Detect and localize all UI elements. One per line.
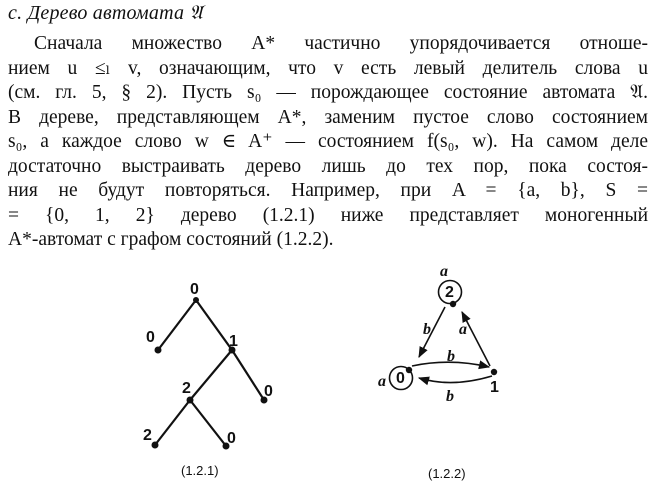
state-graph [378,263,499,481]
figure-caption: (1.2.2) [428,466,466,481]
tree-node [187,397,194,404]
tree-node-label: 2 [143,427,152,444]
state-node [406,367,412,373]
tree-edge [190,350,232,400]
edge-label: a [378,373,386,390]
tree-node-label: 0 [264,383,273,400]
paragraph-line: (см. гл. 5, § 2). Пусть s₀ — порождающее состояние автомата 𝔄. [8,82,648,103]
paragraph-line: нием u ≤ₗ v, означающим, что v есть левый делитель слова u [8,57,648,79]
paragraph-line: ния не будут повторяться. Например, при A = {a, b}, S = [8,180,648,201]
figure-caption: (1.2.1) [181,463,219,478]
edge-label: a [440,263,448,280]
tree-node [155,347,162,354]
tree-node-label: 2 [182,380,191,397]
state-node [450,301,456,307]
paragraph-line: = {0, 1, 2} дерево (1.2.1) ниже представляет моногенный [8,204,648,226]
edge-label: a [459,321,467,338]
edge-label: b [447,348,455,365]
tree-edge [190,400,226,446]
tree-node-label: 0 [146,329,155,346]
tree-node [152,442,159,449]
state-label: 2 [445,284,454,301]
state-label: 1 [490,379,499,396]
tree-edge [232,350,264,400]
state-label: 0 [396,370,405,387]
tree-edge [155,400,190,445]
tree-edge [158,300,196,350]
paragraph-line: В дереве, представляющем A*, заменим пустое слово состоянием [8,106,648,128]
paragraph-line: s₀, а каждое слово w ∈ A⁺ — состоянием f(s₀, w). На самом деле [8,131,648,152]
paragraph-line: Сначала множество A* частично упорядочивается отноше- [34,33,648,54]
state-node [491,369,497,375]
edge-1-to-0 [419,376,492,383]
paragraph-line: A*-автомат с графом состояний (1.2.2). [8,229,334,250]
tree-node-label: 0 [227,430,236,447]
tree-node-label: 1 [229,333,238,350]
paragraph-line: достаточно выстраивать дерево лишь до тех пор, пока состоя- [8,155,648,177]
tree-diagram [143,281,273,478]
tree-edge [196,300,232,350]
tree-node-label: 0 [190,281,199,298]
section-heading: с. Дерево автомата 𝔄 [8,2,203,24]
edge-label: b [446,388,454,405]
edge-label: b [423,321,431,338]
